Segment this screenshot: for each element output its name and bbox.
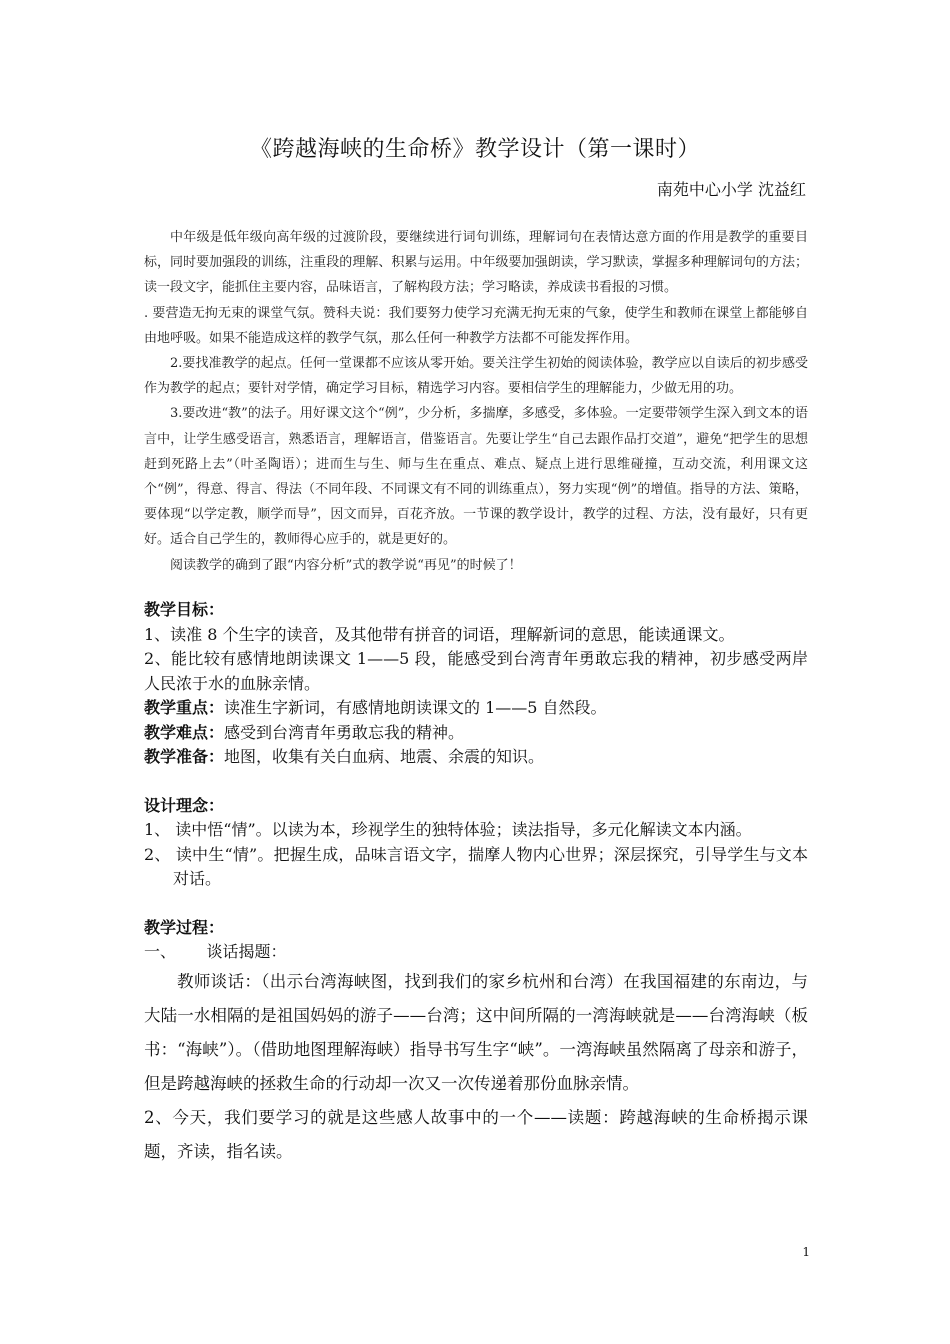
- concept-item: 2、 读中生“情”。把握生成，品味言语文字，揣摩人物内心世界；深层探究，引导学生与文本对话。: [144, 844, 808, 888]
- author-line: 南苑中心小学 沈益红: [656, 180, 806, 199]
- difficulty-label: 教学难点：: [144, 722, 225, 742]
- process-paragraph: 教师谈话：（出示台湾海峡图，找到我们的家乡杭州和台湾）在我国福建的东南边，与大陆一水相隔的是祖国妈妈的游子——台湾；这中间所隔的一湾海峡就是——台湾海峡（板书：“海峡”）。（借助地图理解海峡）指导书写生字“峡”。一湾海峡虽然隔离了母亲和游子，但是跨越海峡的拯救生命的行动却一次又一次传递着那份血脉亲情。: [144, 971, 808, 1093]
- preparation-label: 教学准备：: [144, 747, 225, 766]
- goal-item: 2、能比较有感情地朗读课文 1——5 段，能感受到台湾青年勇敢忘我的精神，初步感受两岸人民浓于水的血脉亲情。: [144, 649, 808, 693]
- preface-paragraph: 2.要找准教学的起点。任何一堂课都不应该从零开始。要关注学生初始的阅读体验，教学应以自读后的初步感受作为教学的起点；要针对学情，确定学习目标，精选学习内容。要相信学生的理解能力，少做无用的功。: [144, 356, 808, 397]
- concept-item: 1、 读中悟“情”。以读为本，珍视学生的独特体验；读法指导，多元化解读文本内涵。: [144, 820, 752, 839]
- process-step: 一、 谈话揭题：: [144, 942, 287, 961]
- key-point-line: [144, 696, 808, 721]
- document-title: 《跨越海峡的生命桥》教学设计（第一课时）: [249, 137, 700, 162]
- page-number: 1: [802, 1245, 810, 1259]
- spacer: [144, 892, 808, 916]
- lesson-body: [144, 598, 808, 1169]
- preface-paragraph: 3.要改进“教”的法子。用好课文这个“例”，少分析，多揣摩，多感受，多体验。一定要带领学生深入到文本的语言中，让学生感受语言，熟悉语言，理解语言，借鉴语言。先要让学生“自己去跟作品打交道”，避免“把学生的思想赶到死路上去”（叶圣陶语）；进而生与生、师与生在重点、难点、疑点上进行思维碰撞，互动交流，利用课文这个“例”，得意、得言、得法（不同年段、不同课文有不同的训练重点），努力实现“例”的增值。指导的方法、策略，要体现“以学定教，顺学而导”，因文而异，百花齐放。一节课的教学设计，教学的过程、方法，没有最好，只有更好。适合自己学生的，教师得心应手的，就是更好的。: [144, 406, 808, 548]
- difficulty-line: [144, 721, 808, 746]
- preface-paragraph: . 要营造无拘无束的课堂气氛。赞科夫说：我们要努力使学习充满无拘无束的气象，使学生和教师在课堂上都能够自由地呼吸。如果不能造成这样的教学气氛，那么任何一种教学方法都不可能发挥作用。: [144, 305, 808, 346]
- difficulty-text: 感受到台湾青年勇敢忘我的精神。: [224, 722, 465, 742]
- concept-heading: 设计理念：: [144, 795, 225, 815]
- key-point-text: 读准生字新词，有感情地朗读课文的 1——5 自然段。: [224, 698, 607, 717]
- goal-item: 1、读准 8 个生字的读音，及其他带有拼音的词语，理解新词的意思，能读通课文。: [144, 624, 735, 644]
- preface-section: [144, 225, 808, 578]
- preface-paragraph: 中年级是低年级向高年级的过渡阶段，要继续进行词句训练，理解词句在表情达意方面的作用是教学的重要目标，同时要加强段的训练，注重段的理解、积累与运用。中年级要加强朗读，学习默读，掌握多种理解词句的方法；读一段文字，能抓住主要内容，品味语言，了解构段方法；学习略读，养成读书看报的习惯。: [144, 230, 808, 296]
- preparation-line: [144, 745, 808, 770]
- preface-paragraph: 阅读教学的确到了跟“内容分析”式的教学说“再见”的时候了！: [170, 557, 522, 573]
- spacer: [144, 770, 808, 794]
- process-heading: 教学过程：: [144, 917, 225, 937]
- preparation-text: 地图，收集有关白血病、地震、余震的知识。: [224, 747, 545, 766]
- key-point-label: 教学重点：: [144, 698, 225, 717]
- process-paragraph: 2、今天，我们要学习的就是这些感人故事中的一个——读题：跨越海峡的生命桥揭示课题，齐读，指名读。: [144, 1107, 808, 1161]
- goals-heading: 教学目标：: [144, 600, 225, 619]
